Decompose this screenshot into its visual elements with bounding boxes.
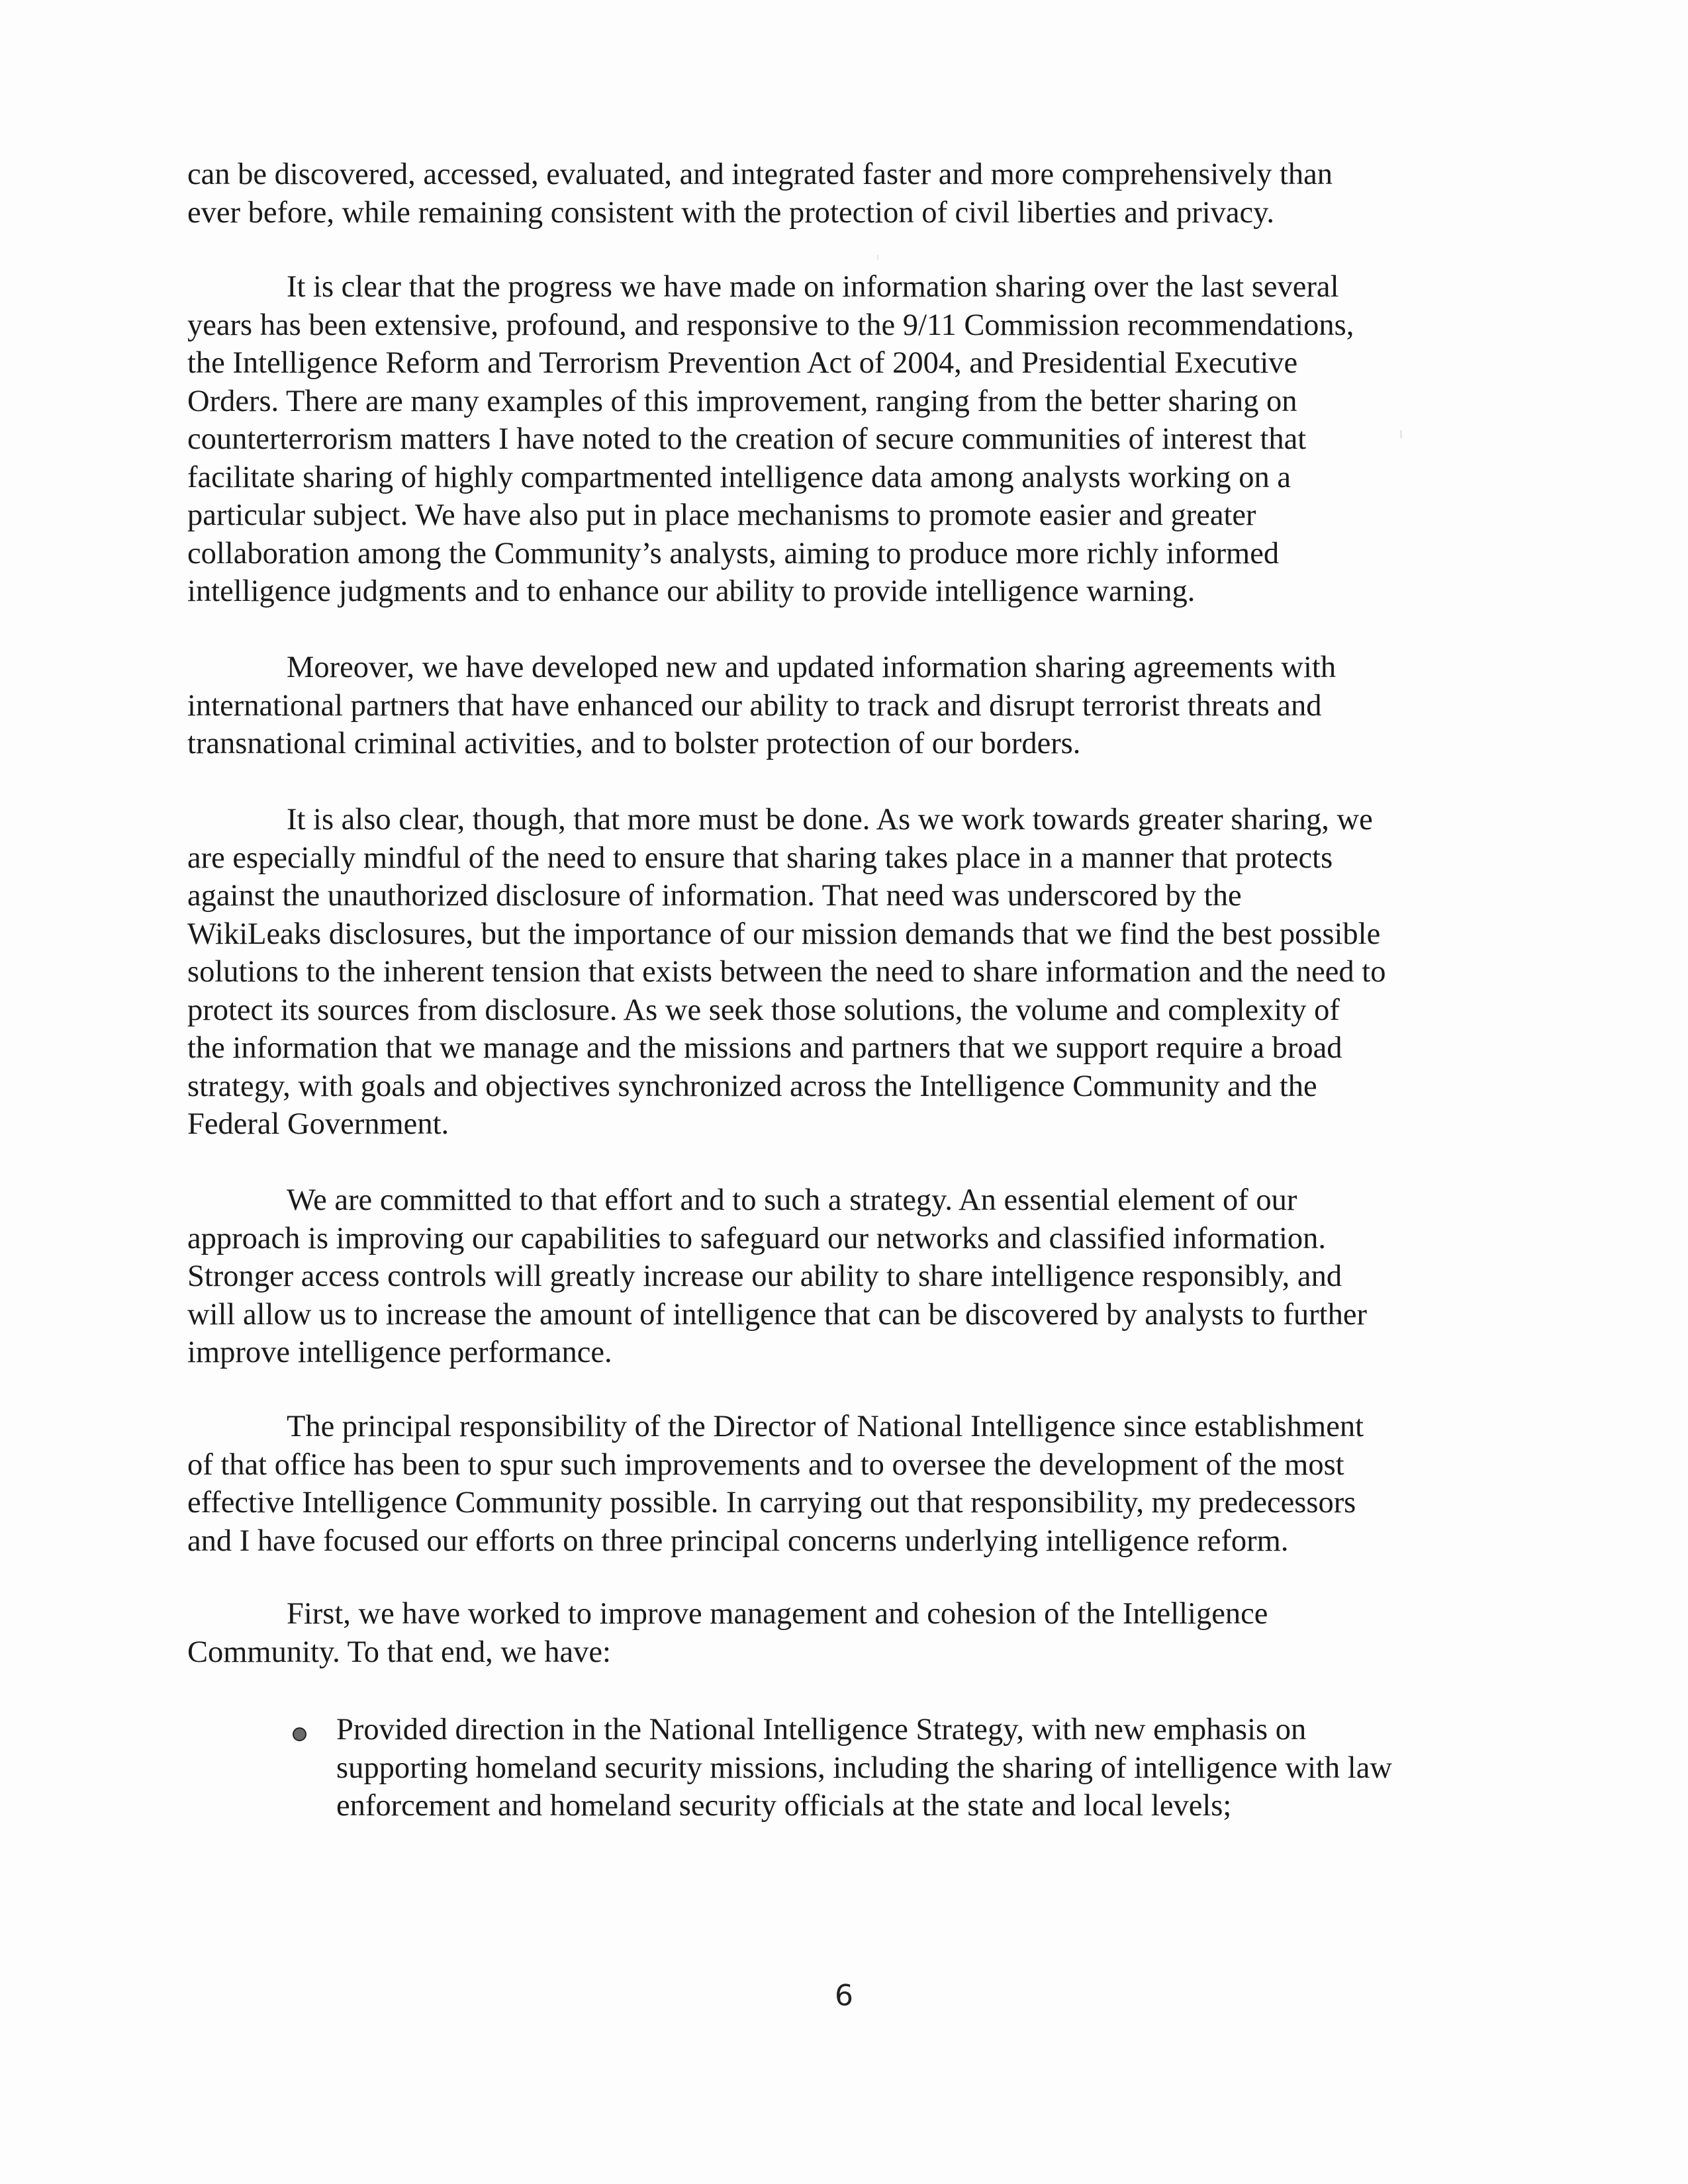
text-line: intelligence judgments and to enhance our ability to provide intelligence warning. (187, 574, 1196, 608)
text-line: collaboration among the Community’s analysts, aiming to produce more richly informed (187, 536, 1280, 570)
text-line: particular subject. We have also put in place mechanisms to promote easier and greater (187, 498, 1256, 532)
text-line: supporting homeland security missions, including the sharing of intelligence with law (336, 1751, 1392, 1785)
paragraph-principal-responsibility (187, 1408, 1364, 1560)
text-line: We are committed to that effort and to such a strategy. An essential element of our (287, 1183, 1297, 1217)
text-line: of that office has been to spur such improvements and to oversee the development of the most (187, 1447, 1344, 1482)
text-line: transnational criminal activities, and to bolster protection of our borders. (187, 727, 1081, 760)
text-line: Orders. There are many examples of this improvement, ranging from the better sharing on (187, 384, 1297, 418)
text-line: Federal Government. (187, 1107, 449, 1141)
text-line: can be discovered, accessed, evaluated, and integrated faster and more comprehensively than (187, 158, 1333, 191)
text-line: Provided direction in the National Intelligence Strategy, with new emphasis on (336, 1713, 1307, 1747)
text-line: counterterrorism matters I have noted to the creation of secure communities of interest that (187, 422, 1307, 456)
text-line: will allow us to increase the amount of intelligence that can be discovered by analysts to further (187, 1297, 1367, 1332)
bullet-item-national-intelligence-strategy (336, 1711, 1392, 1825)
paragraph-international-partners (187, 649, 1336, 763)
paragraph-first-management (187, 1595, 1268, 1671)
text-line: enforcement and homeland security officials at the state and local levels; (336, 1789, 1232, 1823)
text-line: It is clear that the progress we have made on information sharing over the last several (287, 270, 1339, 304)
paragraph-more-must-be-done (187, 801, 1385, 1144)
text-line: First, we have worked to improve management and cohesion of the Intelligence (287, 1597, 1268, 1631)
bullet-icon (293, 1727, 306, 1741)
text-line: effective Intelligence Community possible. In carrying out that responsibility, my predecessors (187, 1486, 1356, 1520)
paragraph-committed-strategy (187, 1181, 1367, 1372)
text-line: WikiLeaks disclosures, but the importance of our mission demands that we find the best possible (187, 917, 1381, 951)
scan-artifact (877, 255, 878, 260)
page-number: 6 (835, 1979, 853, 2013)
text-line: solutions to the inherent tension that exists between the need to share information and the need to (187, 955, 1386, 989)
text-line: Stronger access controls will greatly increase our ability to share intelligence responsibly, and (187, 1259, 1342, 1293)
text-line: against the unauthorized disclosure of information. That need was underscored by the (187, 879, 1242, 913)
text-line: international partners that have enhanced our ability to track and disrupt terrorist threats and (187, 688, 1322, 723)
scan-artifact (1400, 430, 1402, 438)
text-line: It is also clear, though, that more must be done. As we work towards greater sharing, we (287, 803, 1373, 837)
text-line: and I have focused our efforts on three principal concerns underlying intelligence reform. (187, 1524, 1289, 1558)
text-line: are especially mindful of the need to ensure that sharing takes place in a manner that protects (187, 841, 1333, 875)
text-line: strategy, with goals and objectives synchronized across the Intelligence Community and the (187, 1069, 1317, 1103)
paragraph-continuation (187, 156, 1333, 232)
text-line: ever before, while remaining consistent with the protection of civil liberties and privacy. (187, 195, 1275, 230)
text-line: years has been extensive, profound, and responsive to the 9/11 Commission recommendations, (187, 308, 1354, 342)
text-line: facilitate sharing of highly compartmented intelligence data among analysts working on a (187, 460, 1291, 494)
text-line: approach is improving our capabilities to safeguard our networks and classified information. (187, 1221, 1327, 1255)
text-line: protect its sources from disclosure. As we seek those solutions, the volume and complexity of (187, 993, 1340, 1027)
text-line: the Intelligence Reform and Terrorism Prevention Act of 2004, and Presidential Executive (187, 346, 1298, 380)
text-line: Community. To that end, we have: (187, 1635, 611, 1669)
paragraph-progress (187, 268, 1354, 611)
text-line: Moreover, we have developed new and updated information sharing agreements with (287, 651, 1336, 684)
text-line: improve intelligence performance. (187, 1336, 612, 1369)
text-line: the information that we manage and the missions and partners that we support require a broad (187, 1031, 1342, 1065)
text-line: The principal responsibility of the Director of National Intelligence since establishment (287, 1410, 1364, 1443)
